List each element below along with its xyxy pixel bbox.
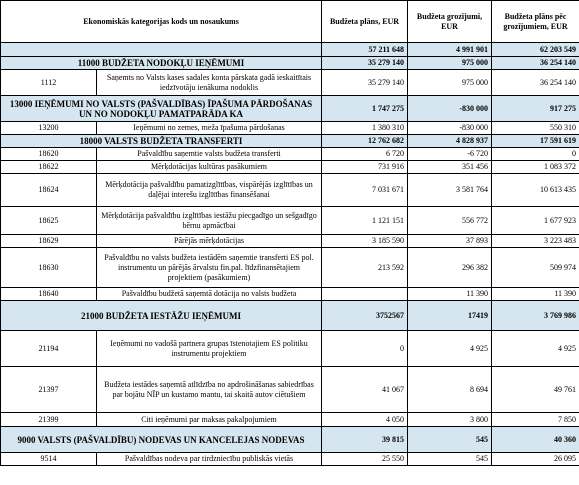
row-after: 26 095 (492, 453, 579, 466)
row-code: 18620 (1, 148, 97, 161)
row-after: 1 677 923 (492, 207, 579, 235)
row-changes: 8 694 (408, 367, 492, 413)
header-after: Budžeta plāns pēc grozījumiem, EUR (492, 1, 579, 43)
total-after: 62 203 549 (492, 43, 579, 57)
row-name: Mērķdotācija pašvaldību pamatizglītības, vispārējās izglītības un daļējai interešu izglītības finansēšanai (97, 174, 322, 207)
table-row (1, 122, 579, 135)
row-plan: 41 067 (322, 367, 408, 413)
total-changes: 4 991 901 (408, 43, 492, 57)
row-code: 1112 (1, 70, 97, 96)
row-after: 1 083 372 (492, 161, 579, 174)
total-plan: 57 211 648 (322, 43, 408, 57)
row-changes: 351 456 (408, 161, 492, 174)
row-name: Ieņēmumi no zemes, meža īpašuma pārdošanas (97, 122, 322, 135)
row-name: Pašvaldību no valsts budžeta iestādēm saņemtie transferti ES pol. instrumentu un pārējās ārvalstu fin.pal. līdzfinansētajiem projektiem (pasākumiem) (97, 248, 322, 288)
table-row (1, 248, 579, 288)
row-code: 18630 (1, 248, 97, 288)
section-title: 11000 BUDŽETA NODOKĻU IEŅĒMUMI (1, 57, 322, 70)
row-plan: 6 720 (322, 148, 408, 161)
section-row (1, 427, 579, 453)
row-after: 3 223 483 (492, 235, 579, 248)
row-changes: -6 720 (408, 148, 492, 161)
row-plan: 0 (322, 331, 408, 367)
row-name: Citi ieņēmumi par maksas pakalpojumiem (97, 413, 322, 427)
table-row (1, 174, 579, 207)
row-after: 36 254 140 (492, 70, 579, 96)
row-plan: 213 592 (322, 248, 408, 288)
row-code: 21397 (1, 367, 97, 413)
row-plan (322, 288, 408, 301)
row-changes: 37 893 (408, 235, 492, 248)
table-row (1, 413, 579, 427)
table-row (1, 331, 579, 367)
section-plan: 1 747 275 (322, 96, 408, 122)
row-code: 13200 (1, 122, 97, 135)
row-plan: 7 031 671 (322, 174, 408, 207)
section-after: 917 275 (492, 96, 579, 122)
section-row (1, 57, 579, 70)
row-plan: 731 916 (322, 161, 408, 174)
row-plan: 3 185 590 (322, 235, 408, 248)
section-after: 36 254 140 (492, 57, 579, 70)
section-row (1, 135, 579, 148)
row-code: 21399 (1, 413, 97, 427)
row-changes: 11 390 (408, 288, 492, 301)
section-row (1, 96, 579, 122)
row-after: 7 850 (492, 413, 579, 427)
row-name: Ieņēmumi no vadošā partnera grupas īstenotajiem ES politiku instrumentu projektiem (97, 331, 322, 367)
section-changes: 545 (408, 427, 492, 453)
section-changes: 975 000 (408, 57, 492, 70)
header-row (1, 1, 579, 43)
row-after: 11 390 (492, 288, 579, 301)
section-plan: 39 815 (322, 427, 408, 453)
section-changes: 4 828 937 (408, 135, 492, 148)
row-changes: 3 800 (408, 413, 492, 427)
row-changes: 975 000 (408, 70, 492, 96)
section-plan: 3752567 (322, 301, 408, 331)
table-row (1, 367, 579, 413)
row-code: 18629 (1, 235, 97, 248)
row-changes: 556 772 (408, 207, 492, 235)
row-name: Saņemts no Valsts kases sadales konta pārskata gadā ieskaitītais iedzīvotāju ienākuma nodoklis (97, 70, 322, 96)
section-title: 9000 VALSTS (PAŠVALDĪBU) NODEVAS UN KANCELEJAS NODEVAS (1, 427, 322, 453)
table-row (1, 70, 579, 96)
header-changes: Budžeta grozījumi, EUR (408, 1, 492, 43)
row-after: 4 925 (492, 331, 579, 367)
section-after: 40 360 (492, 427, 579, 453)
row-after: 509 974 (492, 248, 579, 288)
row-after: 49 761 (492, 367, 579, 413)
row-plan: 35 279 140 (322, 70, 408, 96)
row-name: Mērķdotācija pašvaldību izglītības iestāžu piecgadīgo un sešgadīgo bērnu apmācībai (97, 207, 322, 235)
row-plan: 1 380 310 (322, 122, 408, 135)
row-code: 18625 (1, 207, 97, 235)
section-plan: 35 279 140 (322, 57, 408, 70)
row-changes: 296 382 (408, 248, 492, 288)
row-changes: -830 000 (408, 122, 492, 135)
row-after: 10 613 435 (492, 174, 579, 207)
table-row (1, 161, 579, 174)
row-name: Pašvaldību saņemtie valsts budžeta transferti (97, 148, 322, 161)
row-changes: 545 (408, 453, 492, 466)
row-plan: 25 550 (322, 453, 408, 466)
row-changes: 3 581 764 (408, 174, 492, 207)
row-code: 18624 (1, 174, 97, 207)
row-after: 0 (492, 148, 579, 161)
section-row (1, 301, 579, 331)
header-plan: Budžeta plāns, EUR (322, 1, 408, 43)
row-code: 18640 (1, 288, 97, 301)
row-name: Mērķdotācijas kultūras pasākumiem (97, 161, 322, 174)
row-after: 550 310 (492, 122, 579, 135)
table-row (1, 207, 579, 235)
row-name: Pārējās mērķdotācijas (97, 235, 322, 248)
table-row (1, 288, 579, 301)
row-name: Pašvaldības nodeva par tirdzniecību publiskās vietās (97, 453, 322, 466)
row-changes: 4 925 (408, 331, 492, 367)
row-name: Budžeta iestādes saņemtā atlīdzība no apdrošināšanas sabiedrības par bojātu NĪP un kustamo mantu, tai skaitā autov ciētušiem (97, 367, 322, 413)
section-changes: -830 000 (408, 96, 492, 122)
total-row (1, 43, 579, 57)
section-after: 3 769 986 (492, 301, 579, 331)
row-code: 9514 (1, 453, 97, 466)
row-plan: 4 050 (322, 413, 408, 427)
row-plan: 1 121 151 (322, 207, 408, 235)
section-changes: 17419 (408, 301, 492, 331)
table-row (1, 453, 579, 466)
section-title: 13000 IEŅĒMUMI NO VALSTS (PAŠVALDĪBAS) ĪPAŠUMA PĀRDOŠANAS UN NO NODOKĻU PAMATPARĀDA KA (1, 96, 322, 122)
header-category: Ekonomiskās kategorijas kods un nosaukums (1, 1, 322, 43)
table-row (1, 148, 579, 161)
section-after: 17 591 619 (492, 135, 579, 148)
row-name: Pašvaldību budžetā saņemtā dotācija no valsts budžeta (97, 288, 322, 301)
section-title: 21000 BUDŽETA IESTĀŽU IEŅĒMUMI (1, 301, 322, 331)
row-code: 18622 (1, 161, 97, 174)
table-row (1, 235, 579, 248)
section-title: 18000 VALSTS BUDŽETA TRANSFERTI (1, 135, 322, 148)
row-code: 21194 (1, 331, 97, 367)
section-plan: 12 762 682 (322, 135, 408, 148)
